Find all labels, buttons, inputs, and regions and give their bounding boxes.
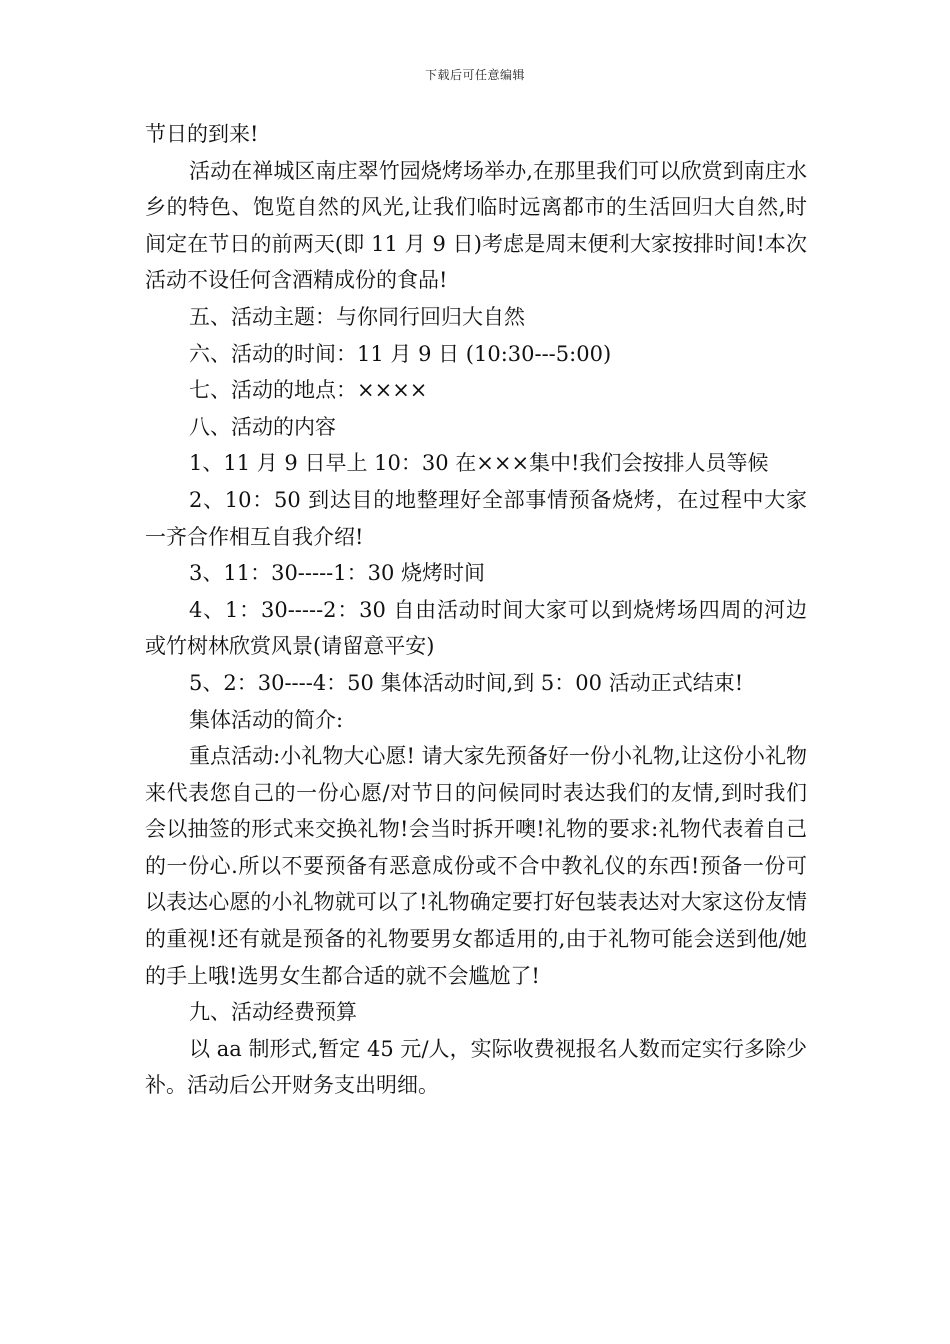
section-9-budget: 九、活动经费预算 xyxy=(189,1000,357,1025)
section-6-time: 六、活动的时间：11 月 9 日 (10:30---5:00) xyxy=(189,341,612,366)
paragraph-2: 活动在禅城区南庄翠竹园烧烤场举办,在那里我们可以欣赏到南庄水乡的特色、饱览自然的风光,让我们临时远离都市的生活回归大自然,时间定在节日的前两天(即 11 月 9 日)考虑是周末便利大家按排时间!本次活动不设任何含酒精成份的食品! xyxy=(145,158,807,293)
page-header: 下载后可任意编辑 xyxy=(424,68,525,82)
content-item-2: 2、10：50 到达目的地整理好全部事情预备烧烤，在过程中大家一齐合作相互自我介绍! xyxy=(145,487,807,549)
content-item-3: 3、11：30-----1：30 烧烤时间 xyxy=(189,561,486,586)
section-7-location: 七、活动的地点：×××× xyxy=(189,378,428,403)
content-item-4: 4、1：30-----2：30 自由活动时间大家可以到烧烤场四周的河边或竹树林欣赏风景(请留意平安) xyxy=(145,597,807,659)
paragraph-1: 节日的到来! xyxy=(145,122,259,146)
group-activity-description: 重点活动:小礼物大心愿! 请大家先预备好一份小礼物,让这份小礼物来代表您自己的一份心愿/对节日的问候同时表达我们的友情,到时我们会以抽签的形式来交换礼物!会当时拆开噢!礼物的要求:礼物代表着自己的一份心.所以不要预备有恶意成份或不合中教礼仪的东西!预备一份可以表达心愿的小礼物就可以了!礼物确定要打好包装表达对大家这份友情的重视!还有就是预备的礼物要男女都适用的,由于礼物可能会送到他/她的手上哦!选男女生都合适的就不会尴尬了! xyxy=(145,744,807,988)
group-activity-intro-heading: 集体活动的简介: xyxy=(189,707,344,732)
section-5-theme: 五、活动主题：与你同行回归大自然 xyxy=(189,304,525,329)
document-body xyxy=(145,116,807,1104)
section-8-content: 八、活动的内容 xyxy=(189,414,336,439)
content-item-1: 1、11 月 9 日早上 10：30 在×××集中!我们会按排人员等候 xyxy=(189,451,769,476)
budget-description: 以 aa 制形式,暂定 45 元/人，实际收费视报名人数而定实行多除少补。活动后公开财务支出明细。 xyxy=(145,1036,807,1098)
content-item-5: 5、2：30----4：50 集体活动时间,到 5：00 活动正式结束! xyxy=(189,670,744,695)
